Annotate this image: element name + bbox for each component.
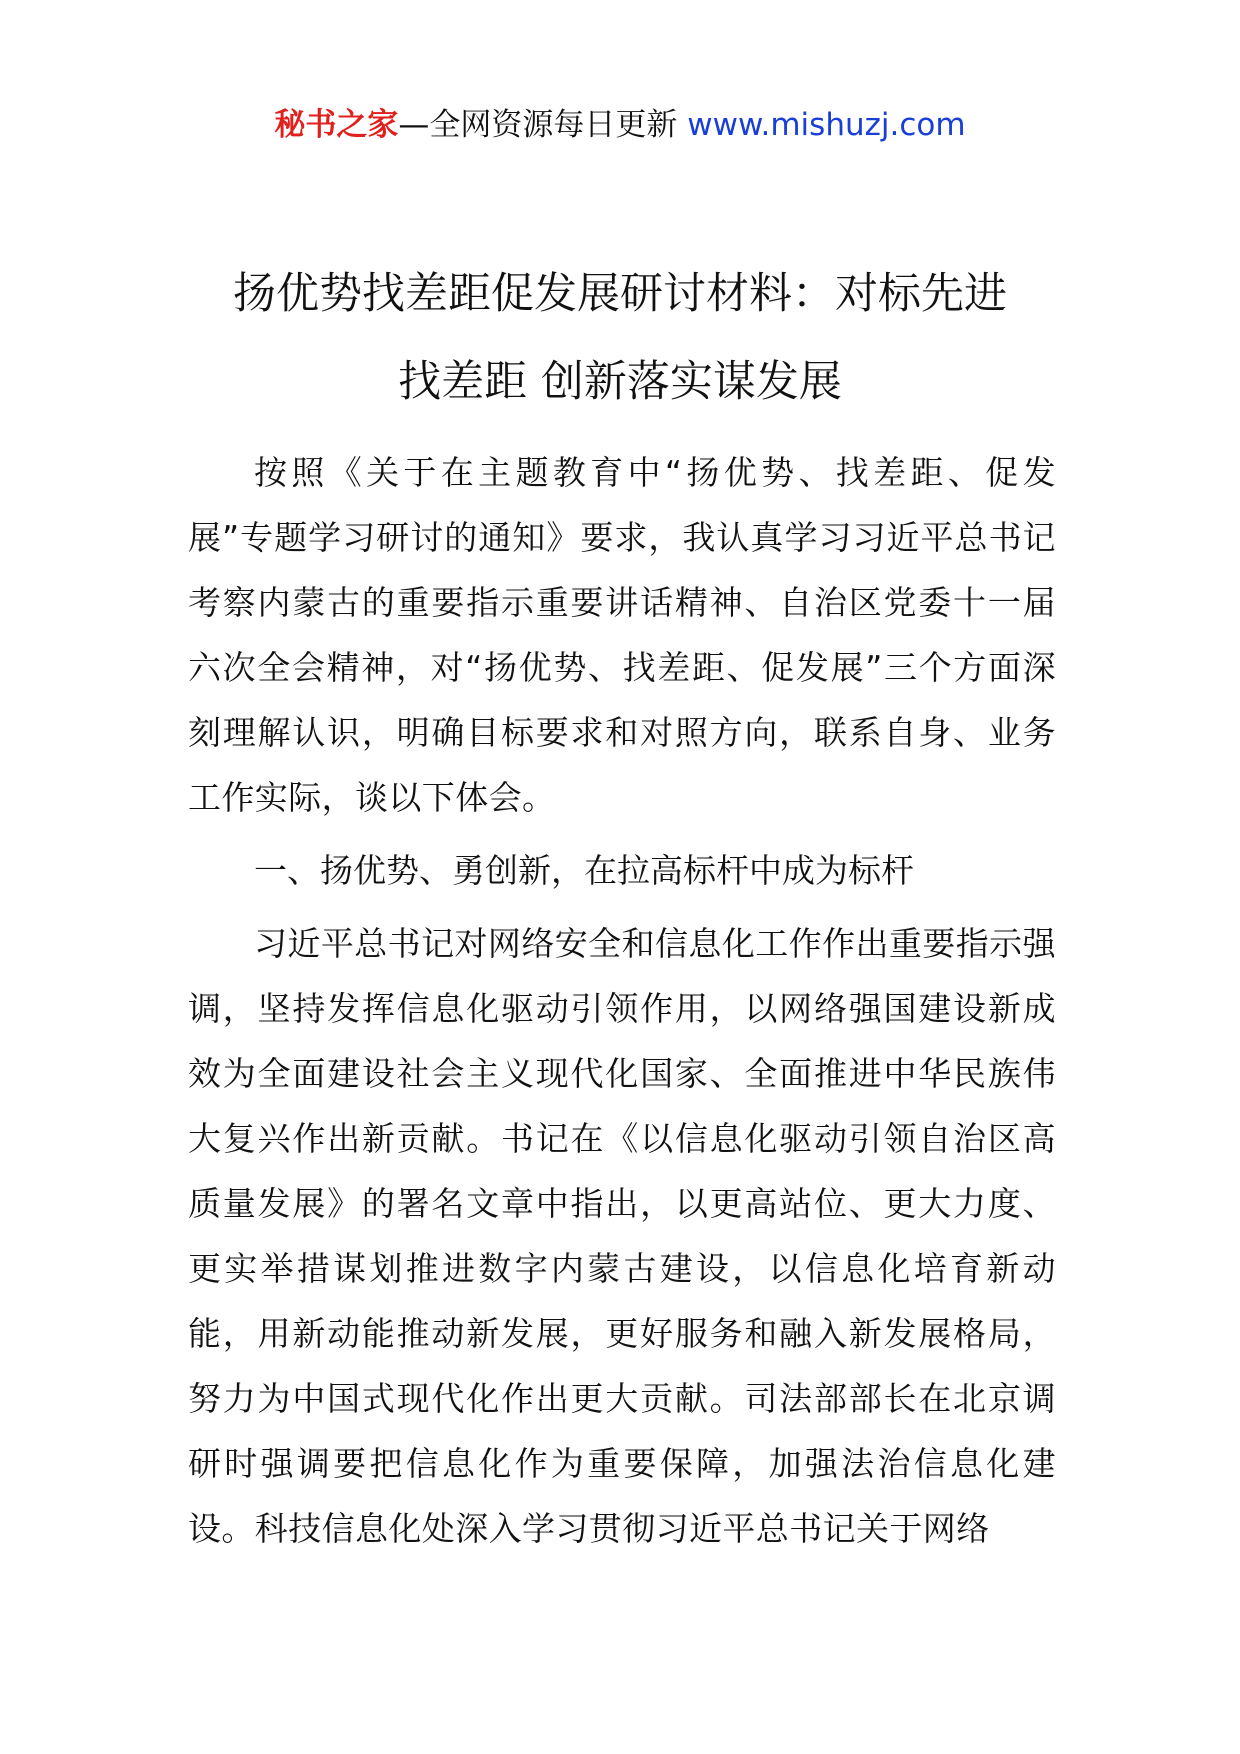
section-heading-1: 一、扬优势、勇创新，在拉高标杆中成为标杆 bbox=[254, 851, 914, 890]
brand-name: 秘书之家 bbox=[274, 107, 399, 143]
document-body bbox=[188, 440, 1056, 1561]
title-line-1: 扬优势找差距促发展研讨材料：对标先进 bbox=[233, 269, 1007, 319]
document-title bbox=[150, 250, 1090, 426]
paragraph-section-1: 习近平总书记对网络安全和信息化工作作出重要指示强调，坚持发挥信息化驱动引领作用，以网络强国建设新成效为全面建设社会主义现代化国家、全面推进中华民族伟大复兴作出新贡献。书记在《以信息化驱动引领自治区高质量发展》的署名文章中指出，以更高站位、更大力度、更实举措谋划推进数字内蒙古建设，以信息化培育新动能，用新动能推动新发展，更好服务和融入新发展格局，努力为中国式现代化作出更大贡献。司法部部长在北京调研时强调要把信息化作为重要保障，加强法治信息化建设。科技信息化处深入学习贯彻习近平总书记关于网络 bbox=[188, 924, 1056, 1548]
website-link[interactable]: www.mishuzj.com bbox=[687, 107, 966, 143]
page-header bbox=[0, 100, 1240, 150]
paragraph-intro: 按照《关于在主题教育中“扬优势、找差距、促发展”专题学习研讨的通知》要求，我认真学习习近平总书记考察内蒙古的重要指示重要讲话精神、自治区党委十一届六次全会精神，对“扬优势、找差距、促发展”三个方面深刻理解认识，明确目标要求和对照方向，联系自身、业务工作实际，谈以下体会。 bbox=[188, 453, 1056, 817]
title-line-2: 找差距 创新落实谋发展 bbox=[398, 357, 842, 407]
header-slogan: —全网资源每日更新 bbox=[398, 107, 688, 143]
